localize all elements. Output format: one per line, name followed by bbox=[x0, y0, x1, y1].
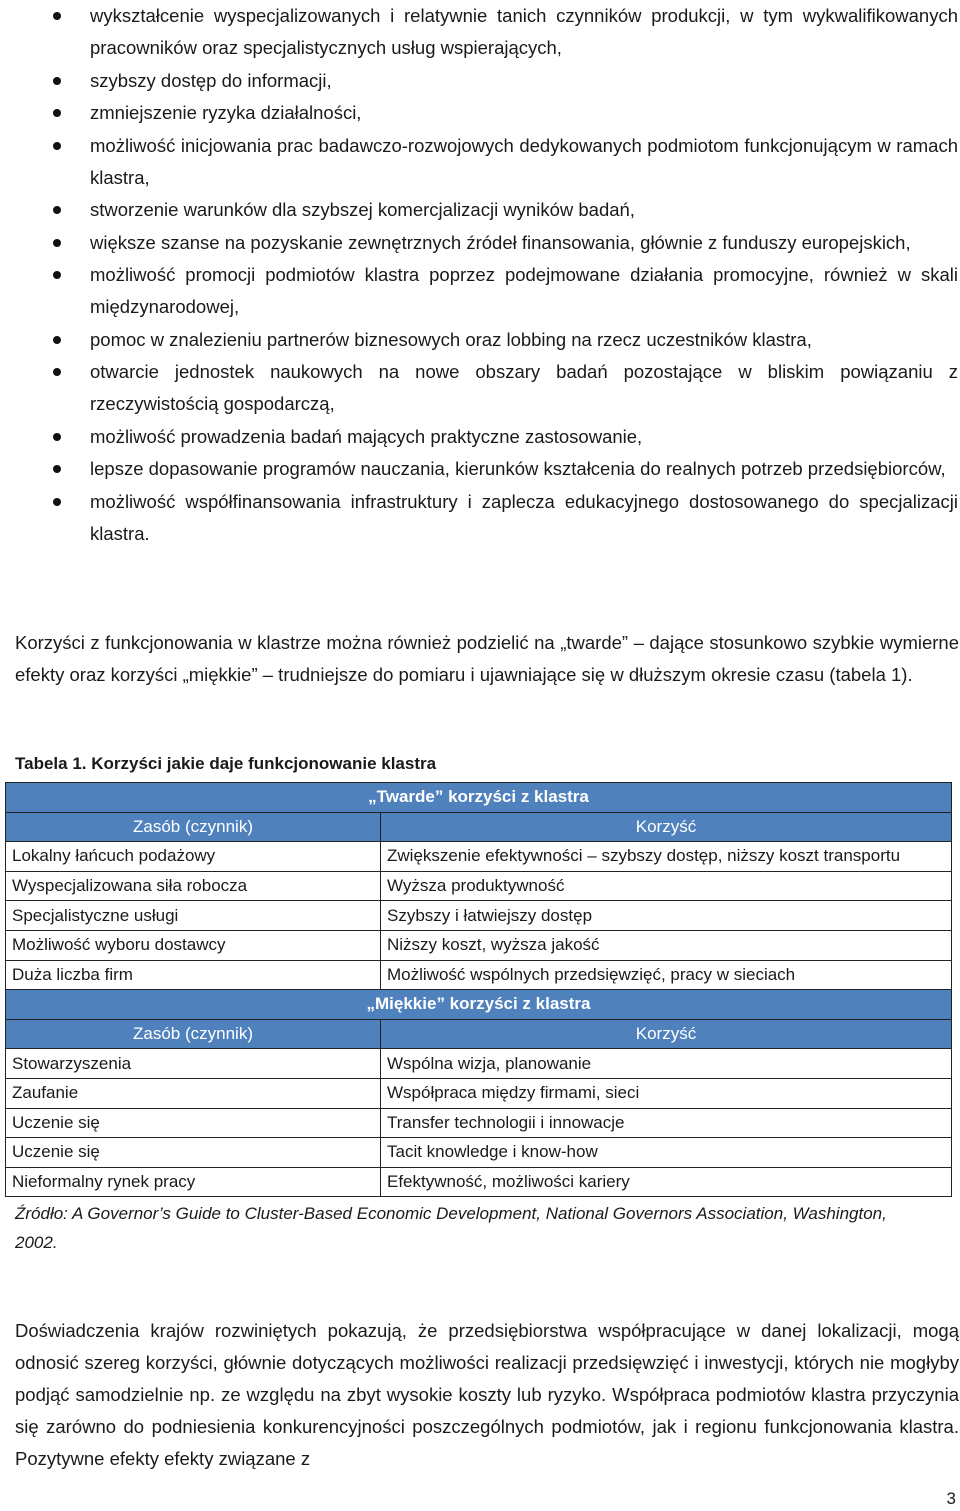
hard-benefits-title: „Twarde” korzyści z klastra bbox=[6, 783, 952, 813]
benefit-cell: Szybszy i łatwiejszy dostęp bbox=[381, 901, 952, 931]
bullet-icon bbox=[53, 239, 61, 247]
bullet-icon bbox=[53, 206, 61, 214]
resource-cell: Zaufanie bbox=[6, 1078, 381, 1108]
bullet-icon bbox=[53, 336, 61, 344]
body-paragraph: Doświadczenia krajów rozwiniętych pokazują, że przedsiębiorstwa współpracujące w danej lokalizacji, mogą odnosić szereg korzyści, głównie dotyczących możliwości realizacji przedsięwzięć i inwestycji, których nie mogłyby podjąć samodzielnie np. ze względu na zbyt wysokie koszty lub ryzyko. Współpraca podmiotów klastra przyczynia się zarówno do podniesienia konkurencyjności poszczególnych podmiotów, jak i regionu funkcjonowania klastra. Pozytywne efekty efekty związane z bbox=[15, 1320, 959, 1469]
soft-benefits-header bbox=[6, 990, 952, 1020]
list-item: większe szanse na pozyskanie zewnętrznych źródeł finansowania, głównie z funduszy europejskich, bbox=[0, 227, 960, 259]
intro-paragraph: Korzyści z funkcjonowania w klastrze można również podzielić na „twarde” – dające stosunkowo szybkie wymierne efekty oraz korzyści „miękkie” – trudniejsze do pomiaru i ujawniające się w dłuższym okresie czasu (tabela 1). bbox=[15, 632, 959, 685]
list-item: pomoc w znalezieniu partnerów biznesowych oraz lobbing na rzecz uczestników klastra, bbox=[0, 324, 960, 356]
list-item: lepsze dopasowanie programów nauczania, kierunków kształcenia do realnych potrzeb przedsiębiorców, bbox=[0, 453, 960, 485]
column-header-benefit: Korzyść bbox=[381, 1019, 952, 1049]
list-item: możliwość prowadzenia badań mających praktyczne zastosowanie, bbox=[0, 421, 960, 453]
benefit-cell: Możliwość wspólnych przedsięwzięć, pracy w sieciach bbox=[381, 960, 952, 990]
list-item: możliwość inicjowania prac badawczo-rozwojowych dedykowanych podmiotom funkcjonującym w ramach klastra, bbox=[0, 130, 960, 194]
benefits-bullet-list bbox=[0, 0, 960, 550]
benefit-cell: Transfer technologii i innowacje bbox=[381, 1108, 952, 1138]
resource-cell: Wyspecjalizowana siła robocza bbox=[6, 871, 381, 901]
table-row bbox=[6, 842, 952, 872]
bullet-icon bbox=[53, 142, 61, 150]
resource-cell: Specjalistyczne usługi bbox=[6, 901, 381, 931]
bullet-icon bbox=[53, 498, 61, 506]
benefit-cell: Niższy koszt, wyższa jakość bbox=[381, 930, 952, 960]
table-row bbox=[6, 1167, 952, 1197]
benefit-cell: Współpraca między firmami, sieci bbox=[381, 1078, 952, 1108]
resource-cell: Stowarzyszenia bbox=[6, 1049, 381, 1079]
resource-cell: Nieformalny rynek pracy bbox=[6, 1167, 381, 1197]
benefit-cell: Efektywność, możliwości kariery bbox=[381, 1167, 952, 1197]
list-item: stworzenie warunków dla szybszej komercjalizacji wyników badań, bbox=[0, 194, 960, 226]
benefit-cell: Wspólna wizja, planowanie bbox=[381, 1049, 952, 1079]
list-item: zmniejszenie ryzyka działalności, bbox=[0, 97, 960, 129]
table-column-header bbox=[6, 812, 952, 842]
table-column-header bbox=[6, 1019, 952, 1049]
table-row bbox=[6, 960, 952, 990]
bullet-icon bbox=[53, 433, 61, 441]
list-item: wykształcenie wyspecjalizowanych i relatywnie tanich czynników produkcji, w tym wykwalifikowanych pracowników oraz specjalistycznych usług wspierających, bbox=[0, 0, 960, 64]
page-number: 3 bbox=[946, 1489, 956, 1508]
column-header-resource: Zasób (czynnik) bbox=[6, 812, 381, 842]
bullet-icon bbox=[53, 12, 61, 20]
benefit-cell: Zwiększenie efektywności – szybszy dostęp, niższy koszt transportu bbox=[381, 842, 952, 872]
resource-cell: Lokalny łańcuch podażowy bbox=[6, 842, 381, 872]
column-header-resource: Zasób (czynnik) bbox=[6, 1019, 381, 1049]
table-row bbox=[6, 901, 952, 931]
table-source-note: Źródło: A Governor’s Guide to Cluster-Based Economic Development, National Governors Association, Washington, 2002. bbox=[15, 1204, 887, 1252]
bullet-icon bbox=[53, 465, 61, 473]
column-header-benefit: Korzyść bbox=[381, 812, 952, 842]
soft-benefits-title: „Miękkie” korzyści z klastra bbox=[6, 990, 952, 1020]
table-row bbox=[6, 1078, 952, 1108]
resource-cell: Możliwość wyboru dostawcy bbox=[6, 930, 381, 960]
list-item: możliwość współfinansowania infrastruktury i zaplecza edukacyjnego dostosowanego do specjalizacji klastra. bbox=[0, 486, 960, 550]
hard-benefits-header bbox=[6, 783, 952, 813]
table-row bbox=[6, 871, 952, 901]
bullet-icon bbox=[53, 109, 61, 117]
table-row bbox=[6, 930, 952, 960]
resource-cell: Uczenie się bbox=[6, 1138, 381, 1168]
list-item: otwarcie jednostek naukowych na nowe obszary badań pozostające w bliskim powiązaniu z rzeczywistością gospodarczą, bbox=[0, 356, 960, 420]
benefit-cell: Tacit knowledge i know-how bbox=[381, 1138, 952, 1168]
list-item: szybszy dostęp do informacji, bbox=[0, 65, 960, 97]
resource-cell: Duża liczba firm bbox=[6, 960, 381, 990]
table-row bbox=[6, 1049, 952, 1079]
benefits-table bbox=[5, 782, 952, 1197]
table-row bbox=[6, 1138, 952, 1168]
list-item: możliwość promocji podmiotów klastra poprzez podejmowane działania promocyjne, również w skali międzynarodowej, bbox=[0, 259, 960, 323]
table-caption: Tabela 1. Korzyści jakie daje funkcjonowanie klastra bbox=[15, 754, 437, 773]
bullet-icon bbox=[53, 77, 61, 85]
bullet-icon bbox=[53, 368, 61, 376]
table-row bbox=[6, 1108, 952, 1138]
bullet-icon bbox=[53, 271, 61, 279]
benefit-cell: Wyższa produktywność bbox=[381, 871, 952, 901]
resource-cell: Uczenie się bbox=[6, 1108, 381, 1138]
